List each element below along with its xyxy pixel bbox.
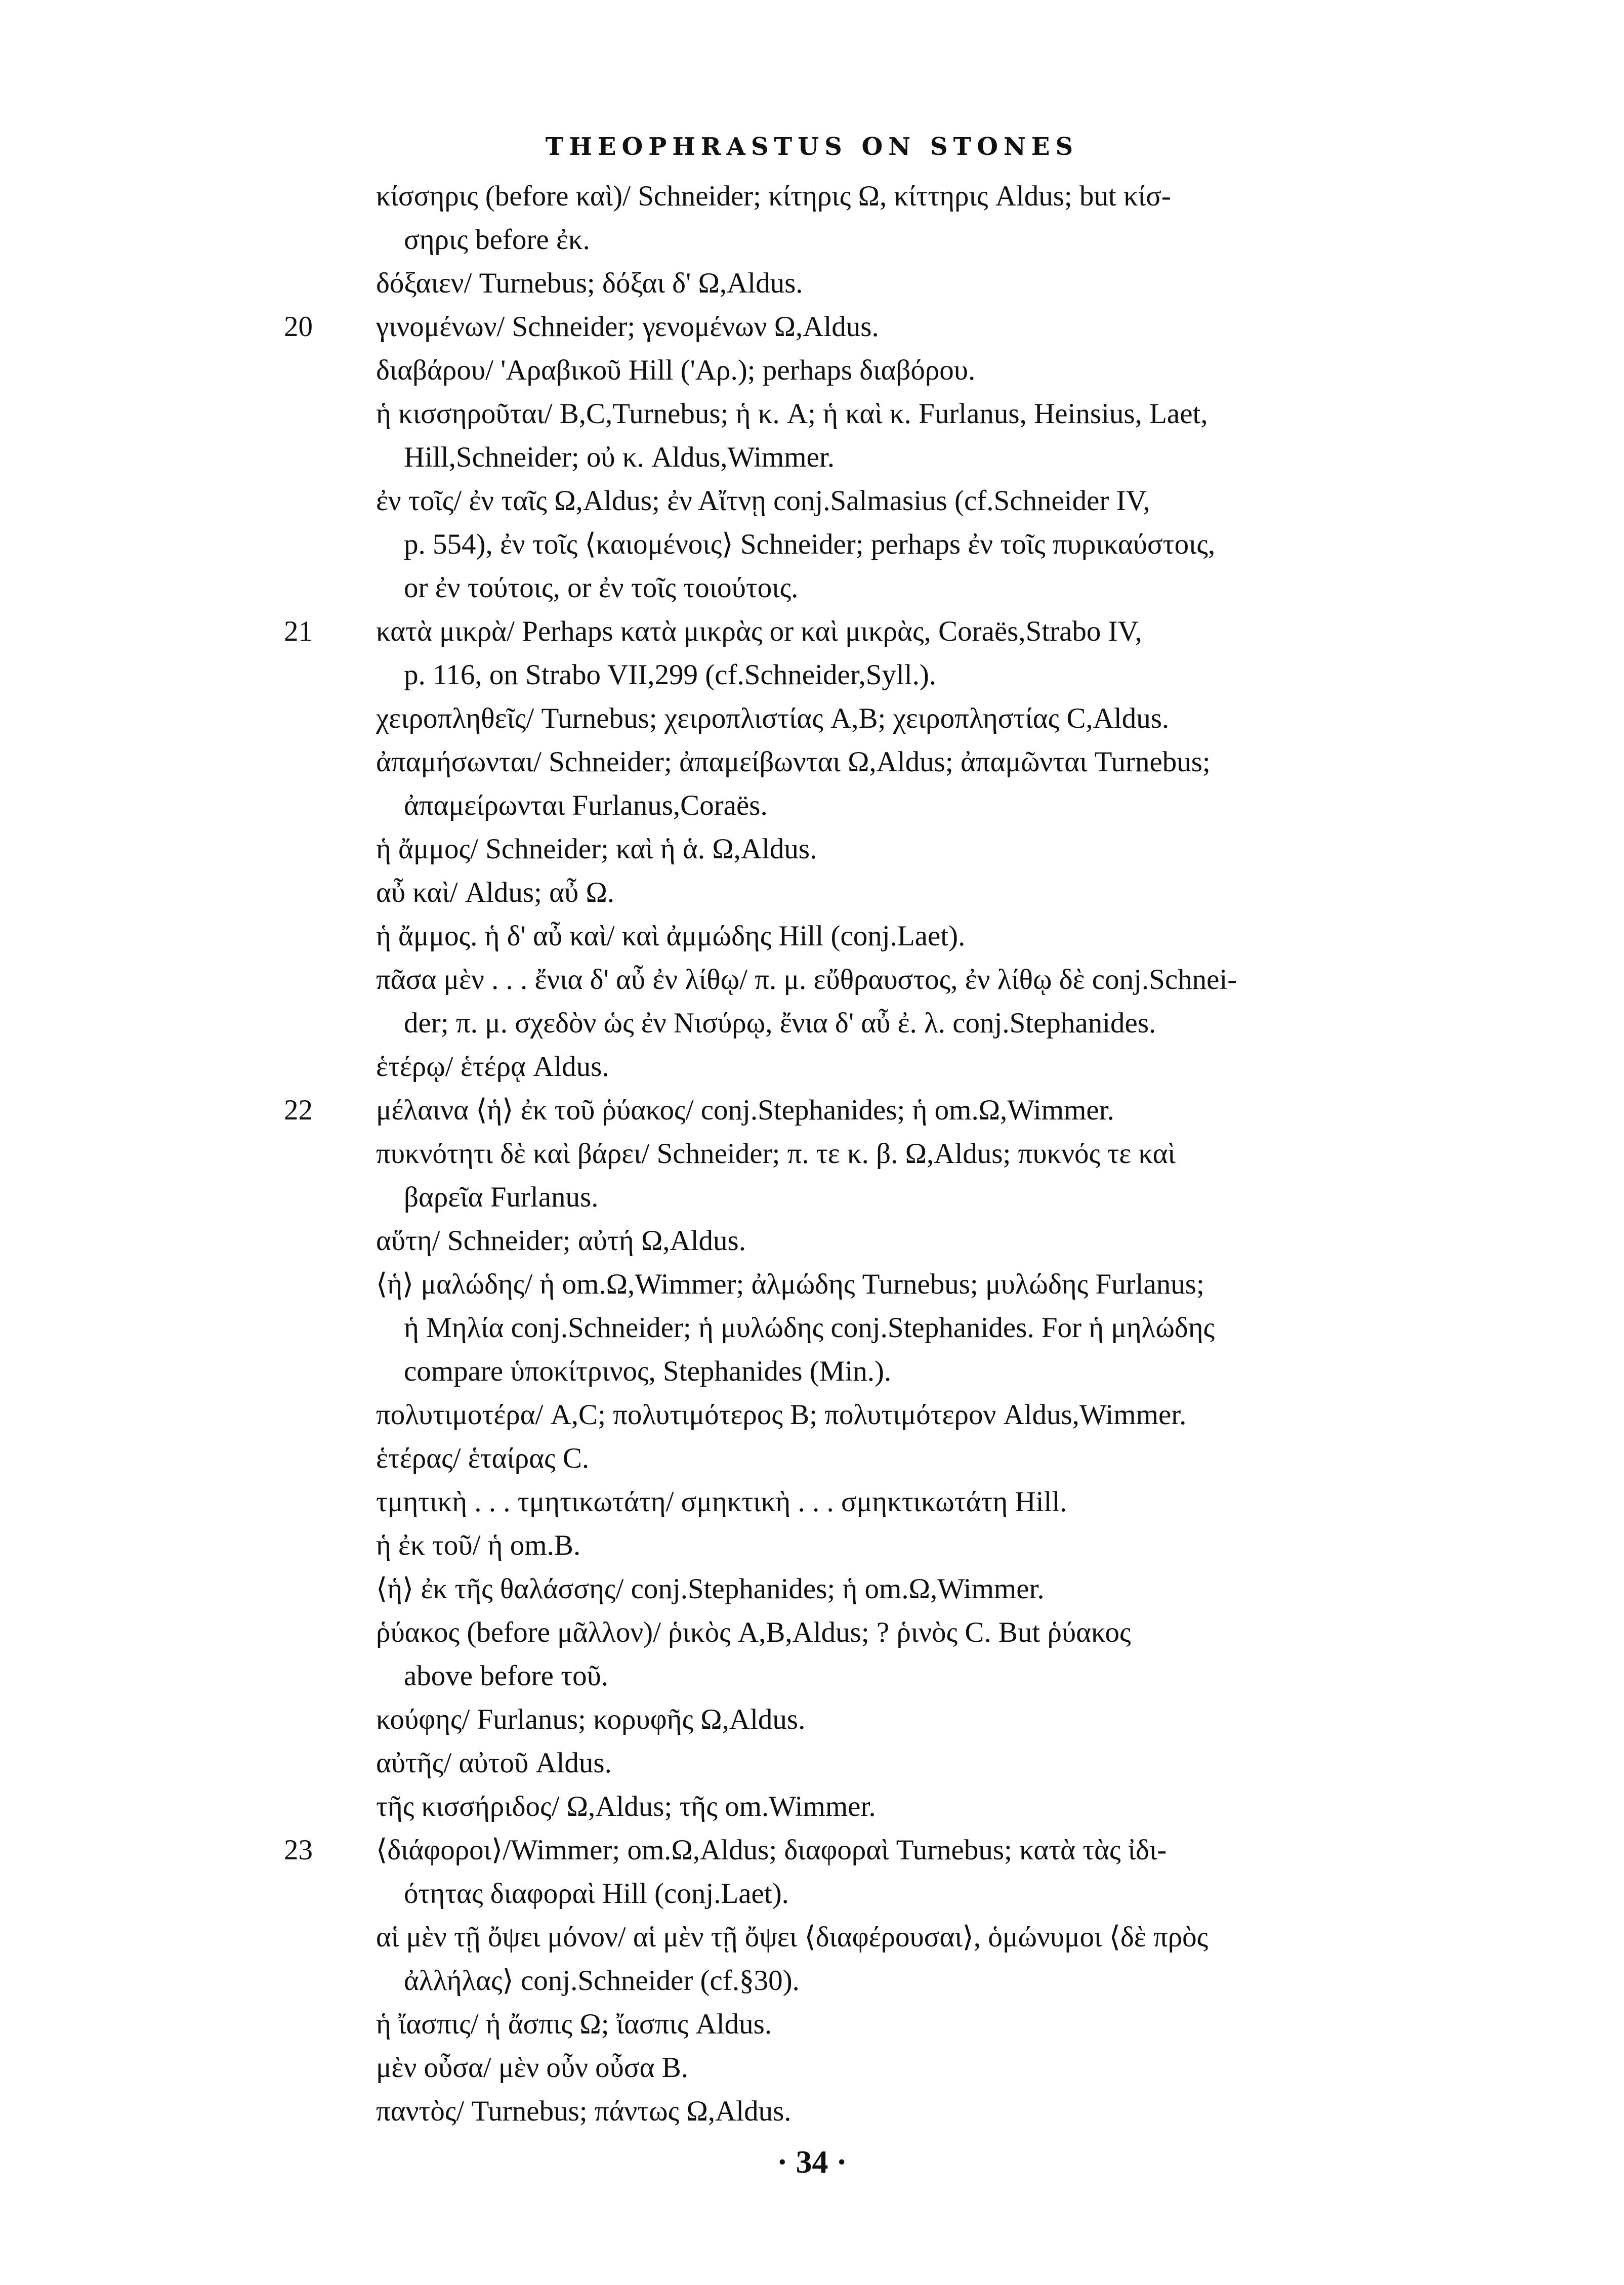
note-entry — [376, 915, 1358, 958]
note-line: βαρεῖα Furlanus. — [404, 1181, 599, 1213]
note-line: compare ὑποκίτρινος, Stephanides (Min.). — [404, 1355, 892, 1387]
note-line: αὖ καὶ/ Aldus; αὖ Ω. — [376, 877, 615, 908]
section-number: 22 — [284, 1094, 313, 1126]
note-line: above before τοῦ. — [404, 1660, 609, 1692]
note-line: der; π. μ. σχεδὸν ὡς ἐν Νισύρῳ, ἔνια δ' αὖ ἐ. λ. conj.Stephanides. — [404, 1007, 1156, 1039]
note-line: ἡ ἄμμος/ Schneider; καὶ ἡ ἁ. Ω,Aldus. — [376, 833, 817, 865]
note-line: ἡ ἴασπις/ ἡ ἄσπις Ω; ἴασπις Aldus. — [376, 2008, 772, 2040]
note-entry — [376, 262, 1358, 305]
note-line: αὕτη/ Schneider; αὐτή Ω,Aldus. — [376, 1225, 746, 1257]
note-entry — [376, 1524, 1358, 1567]
note-entry — [376, 2003, 1358, 2046]
note-entry — [376, 1698, 1358, 1741]
note-entry — [376, 827, 1358, 871]
note-line: αἱ μὲν τῇ ὄψει μόνον/ αἱ μὲν τῇ ὄψει ⟨διαφέρουσαι⟩, ὁμώνυμοι ⟨δὲ πρὸς — [376, 1921, 1209, 1953]
note-line: ἡ κισσηροῦται/ B,C,Turnebus; ἡ κ. A; ἡ καὶ κ. Furlanus, Heinsius, Laet, — [376, 398, 1208, 430]
note-entry — [376, 1132, 1358, 1219]
section-number: 21 — [284, 615, 313, 647]
note-entry — [376, 871, 1358, 915]
note-entry — [376, 1785, 1358, 1829]
note-entry — [376, 349, 1358, 392]
page-number: · 34 · — [777, 2144, 847, 2180]
note-line: ἡ Μηλία conj.Schneider; ἡ μυλώδης conj.Stephanides. For ἡ μηλώδης — [404, 1312, 1215, 1344]
note-line: μέλαινα ⟨ἡ⟩ ἐκ τοῦ ῥύακος/ conj.Stephanides; ἡ om.Ω,Wimmer. — [376, 1094, 1114, 1126]
note-line: αὐτῆς/ αὐτοῦ Aldus. — [376, 1747, 612, 1779]
note-line: ἐν τοῖς/ ἐν ταῖς Ω,Aldus; ἐν Αἴτνῃ conj.Salmasius (cf.Schneider IV, — [376, 485, 1150, 517]
note-line: διαβάρου/ 'Αραβικοῦ Hill ('Αρ.); perhaps διαβόρου. — [376, 354, 976, 386]
note-line: πᾶσα μὲν . . . ἔνια δ' αὖ ἐν λίθῳ/ π. μ. εὔθραυστος, ἐν λίθῳ δὲ conj.Schnei- — [376, 964, 1237, 995]
note-entry — [376, 958, 1358, 1045]
note-line: γινομένων/ Schneider; γενομένων Ω,Aldus. — [376, 311, 879, 343]
note-line: ⟨ἡ⟩ μαλώδης/ ἡ om.Ω,Wimmer; ἀλμώδης Turnebus; μυλώδης Furlanus; — [376, 1268, 1204, 1300]
note-entry — [376, 1611, 1358, 1698]
note-line: μὲν οὖσα/ μὲν οὖν οὖσα B. — [376, 2052, 689, 2084]
note-line: πυκνότητι δὲ καὶ βάρει/ Schneider; π. τε κ. β. Ω,Aldus; πυκνός τε καὶ — [376, 1138, 1176, 1170]
note-line: p. 116, on Strabo VII,299 (cf.Schneider,Syll.). — [404, 659, 937, 691]
note-entry — [284, 1829, 1358, 1916]
note-line: ἀπαμήσωνται/ Schneider; ἀπαμείβωνται Ω,Aldus; ἀπαμῶνται Turnebus; — [376, 746, 1211, 778]
note-line: τῆς κισσήριδος/ Ω,Aldus; τῆς om.Wimmer. — [376, 1791, 876, 1822]
note-line: χειροπληθεῖς/ Turnebus; χειροπλιστίας A,B; χειροπληστίας C,Aldus. — [376, 702, 1170, 734]
note-line: ἡ ἐκ τοῦ/ ἡ om.B. — [376, 1529, 581, 1561]
note-entry — [376, 1567, 1358, 1611]
critical-notes — [0, 175, 1624, 2133]
note-line: πολυτιμοτέρα/ A,C; πολυτιμότερος B; πολυτιμότερον Aldus,Wimmer. — [376, 1399, 1187, 1431]
section-number: 23 — [284, 1834, 313, 1866]
note-entry — [376, 2090, 1358, 2133]
note-line: p. 554), ἐν τοῖς ⟨καιομένοις⟩ Schneider; perhaps ἐν τοῖς πυρικαύστοις, — [404, 528, 1216, 560]
note-entry — [376, 1045, 1358, 1089]
note-entry — [376, 740, 1358, 827]
note-line: ἑτέρας/ ἑταίρας C. — [376, 1442, 590, 1474]
note-line: ⟨ἡ⟩ ἐκ τῆς θαλάσσης/ conj.Stephanides; ἡ om.Ω,Wimmer. — [376, 1573, 1045, 1605]
section-number: 20 — [284, 311, 313, 343]
note-entry — [376, 1916, 1358, 2003]
note-line: or ἐν τούτοις, or ἐν τοῖς τοιούτοις. — [404, 572, 799, 604]
page-header: THEOPHRASTUS ON STONES — [545, 133, 1079, 161]
note-line: κούφης/ Furlanus; κορυφῆς Ω,Aldus. — [376, 1704, 806, 1735]
note-entry — [376, 1437, 1358, 1480]
note-line: ἀπαμείρωνται Furlanus,Coraës. — [404, 790, 768, 821]
note-line: ότητας διαφοραὶ Hill (conj.Laet). — [404, 1878, 789, 1909]
note-line: παντὸς/ Turnebus; πάντως Ω,Aldus. — [376, 2095, 792, 2127]
note-line: ῥύακος (before μᾶλλον)/ ῥικὸς A,B,Aldus; ? ῥινὸς C. But ῥύακος — [376, 1616, 1131, 1648]
note-line: σηρις before ἐκ. — [404, 224, 590, 256]
note-entry — [376, 1263, 1358, 1393]
note-entry — [376, 1219, 1358, 1263]
note-line: ἡ ἄμμος. ἡ δ' αὖ καὶ/ καὶ ἀμμώδης Hill (conj.Laet). — [376, 920, 966, 952]
note-entry — [376, 1480, 1358, 1524]
note-line: ⟨διάφοροι⟩/Wimmer; om.Ω,Aldus; διαφοραὶ Turnebus; κατὰ τὰς ἰδι- — [376, 1834, 1167, 1866]
note-entry — [376, 1741, 1358, 1785]
note-line: Hill,Schneider; οὐ κ. Aldus,Wimmer. — [404, 441, 835, 473]
note-entry — [376, 479, 1358, 610]
note-line: ἑτέρῳ/ ἑτέρᾳ Aldus. — [376, 1051, 609, 1083]
note-entry — [376, 697, 1358, 740]
note-entry — [376, 2046, 1358, 2090]
note-line: ἀλλήλας⟩ conj.Schneider (cf.§30). — [404, 1965, 800, 1997]
note-entry — [376, 1393, 1358, 1437]
note-entry — [284, 1089, 1358, 1132]
note-line: δόξαιεν/ Turnebus; δόξαι δ' Ω,Aldus. — [376, 267, 803, 299]
note-entry — [376, 175, 1358, 262]
note-line: τμητικὴ . . . τμητικωτάτη/ σμηκτικὴ . . . σμηκτικωτάτη Hill. — [376, 1486, 1067, 1518]
note-entry — [376, 392, 1358, 479]
note-entry — [284, 305, 1358, 349]
note-line: κατὰ μικρὰ/ Perhaps κατὰ μικρὰς or καὶ μικρὰς, Coraës,Strabo IV, — [376, 615, 1142, 647]
note-entry — [284, 610, 1358, 697]
note-line: κίσσηρις (before καὶ)/ Schneider; κίτηρις Ω, κίττηρις Aldus; but κίσ- — [376, 180, 1171, 212]
